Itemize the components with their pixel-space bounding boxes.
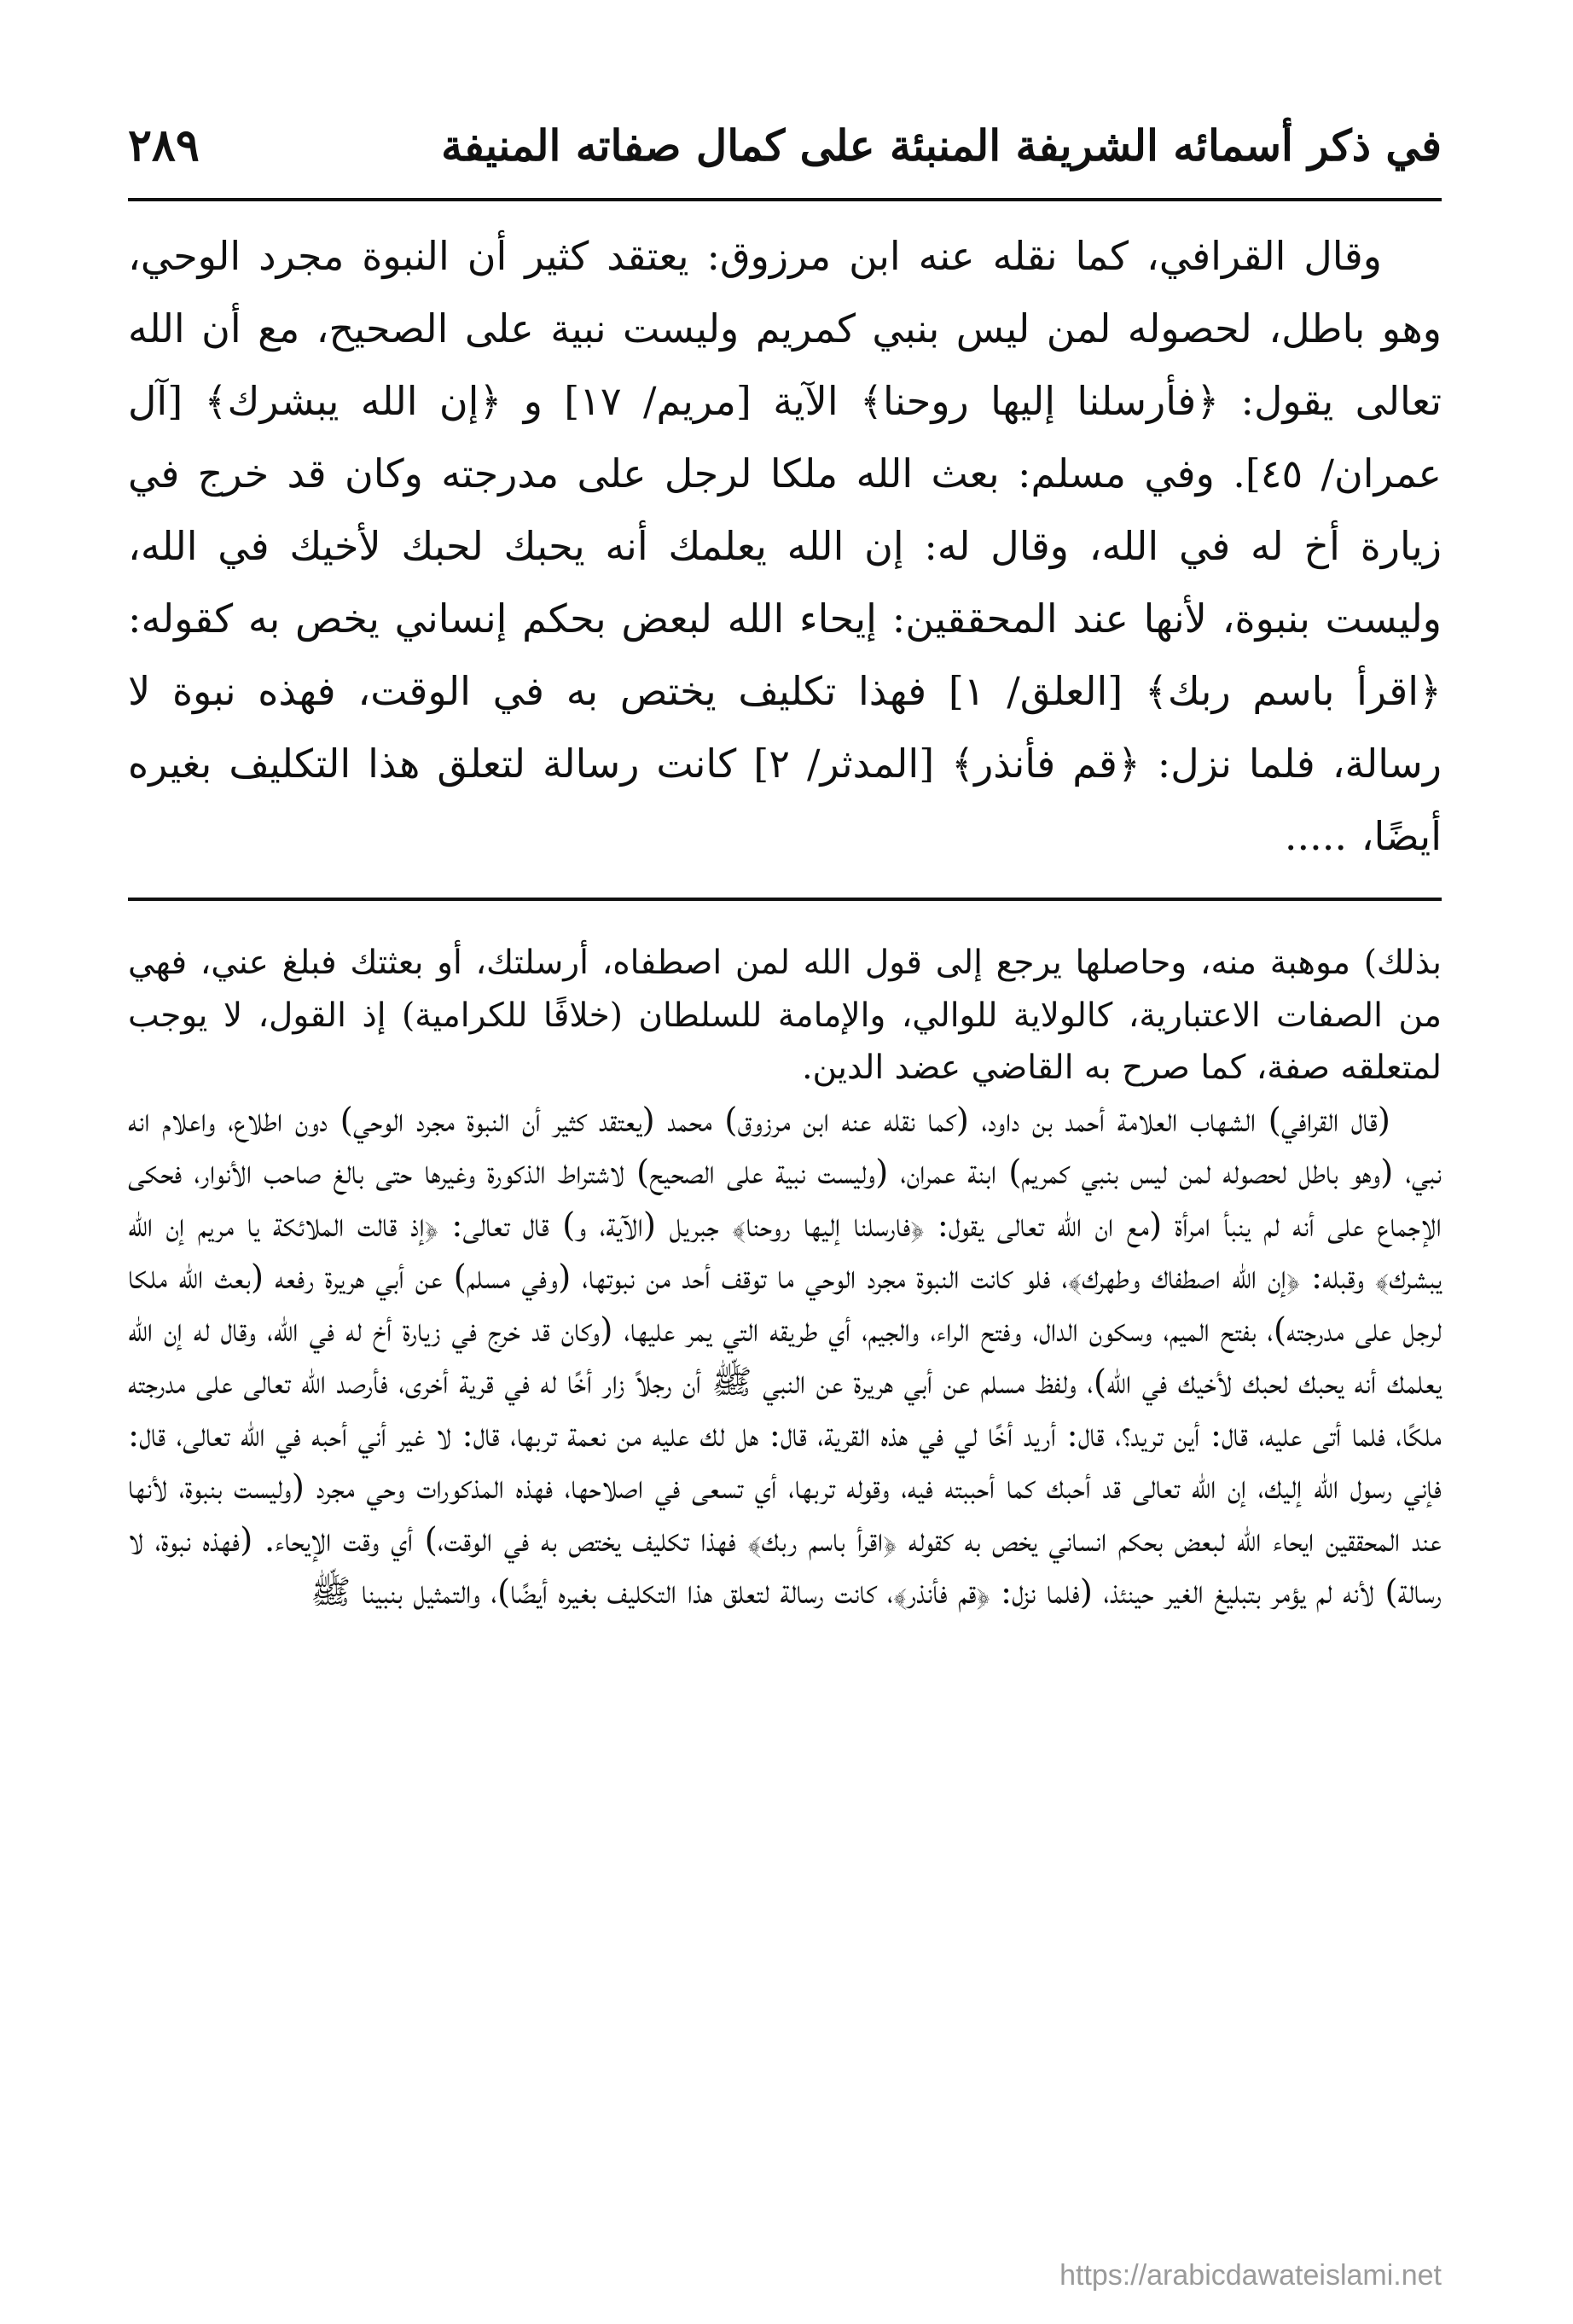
main-text <box>128 220 1442 873</box>
main-paragraph: وقال القرافي، كما نقله عنه ابن مرزوق: يعتقد كثير أن النبوة مجرد الوحي، وهو باطل، لحصوله لمن ليس بنبي كمريم وليست نبية على الصحيح، مع أن الله تعالى يقول: ﴿فأرسلنا إليها روحنا﴾ الآية [مريم/ ١٧] و ﴿إن الله يبشرك﴾ [آل عمران/ ٤٥]. وفي مسلم: بعث الله ملكا لرجل على مدرجته وكان قد خرج في زيارة أخ له في الله، وقال له: إن الله يعلمك أنه يحبك لحبك لأخيك في الله، وليست بنبوة، لأنها عند المحققين: إيحاء الله لبعض بحكم إنساني يخص به كقوله: ﴿اقرأ باسم ربك﴾ [العلق/ ١] فهذا تكليف يختص به في الوقت، فهذه نبوة لا رسالة، فلما نزل: ﴿قم فأنذر﴾ [المدثر/ ٢] كانت رسالة لتعلق هذا التكليف بغيره أيضًا، ..... <box>128 233 1442 859</box>
commentary-section <box>128 937 1442 1619</box>
commentary-paragraph-1: بذلك) موهبة منه، وحاصلها يرجع إلى قول الله لمن اصطفاه، أرسلتك، أو بعثتك فبلغ عني، فهي من الصفات الاعتبارية، كالولاية للوالي، والإمامة للسلطان (خلافًا للكرامية) إذ القول، لا يوجب لمتعلقه صفة، كما صرح به القاضي عضد الدين. <box>128 944 1442 1087</box>
header-title: في ذكر أسمائه الشريفة المنبئة على كمال صفاته المنيفة <box>441 119 1442 171</box>
footnote-divider <box>128 898 1442 901</box>
header-divider <box>128 198 1442 201</box>
commentary-paragraph-2: (قال القرافي) الشهاب العلامة أحمد بن داود، (كما نقله عنه ابن مرزوق) محمد (يعتقد كثير أن النبوة مجرد الوحي) دون اطلاع، واعلام انه نبي، (وهو باطل لحصوله لمن ليس بنبي كمريم) ابنة عمران، (وليست نبية على الصحيح) لاشتراط الذكورة وغيرها حتى بالغ صاحب الأنوار، فحكى الإجماع على أنه لم ينبأ امرأة (مع ان الله تعالى يقول: ﴿فارسلنا إليها روحنا﴾ جبريل (الآية، و) قال تعالى: ﴿إذ قالت الملائكة يا مريم إن الله يبشرك﴾ وقبله: ﴿إن الله اصطفاك وطهرك﴾، فلو كانت النبوة مجرد الوحي ما توقف أحد من نبوتها، (وفي مسلم) عن أبي هريرة رفعه (بعث الله ملكا لرجل على مدرجته)، بفتح الميم، وسكون الدال، وفتح الراء، والجيم، أي طريقه التي يمر عليها، (وكان قد خرج في زيارة أخ له في الله، وقال له إن الله يعلمك أنه يحبك لحبك لأخيك في الله)، ولفظ مسلم عن أبي هريرة عن النبي ﷺ أن رجلاً زار أخًا له في قرية أخرى، فأرصد الله تعالى على مدرجته ملكًا، فلما أتى عليه، قال: أين تريد؟، قال: أريد أخًا لي في هذه القرية، قال: هل لك عليه من نعمة تربها، قال: لا غير أني أحبه في الله تعالى، قال: فإني رسول الله إليك، إن الله تعالى قد أحبك كما أحببته فيه، وقوله تربها، أي تسعى في اصلاحها، فهذه المذكورات وحي مجرد (وليست بنبوة، لأنها عند المحققين ايحاء الله لبعض بحكم انساني يخص به كقوله ﴿اقرأ باسم ربك﴾ فهذا تكليف يختص به في الوقت،) أي وقت الإيحاء. (فهذه نبوة، لا رسالة) لأنه لم يؤمر بتبليغ الغير حينئذ، (فلما نزل: ﴿قم فأنذر﴾، كانت رسالة لتعلق هذا التكليف بغيره أيضًا)، والتمثيل بنبينا ﷺ <box>128 1101 1442 1612</box>
page-number: ٢٨٩ <box>128 119 200 171</box>
watermark-url: https://arabicdawateislami.net <box>1059 2259 1442 2292</box>
running-header <box>128 102 1442 188</box>
